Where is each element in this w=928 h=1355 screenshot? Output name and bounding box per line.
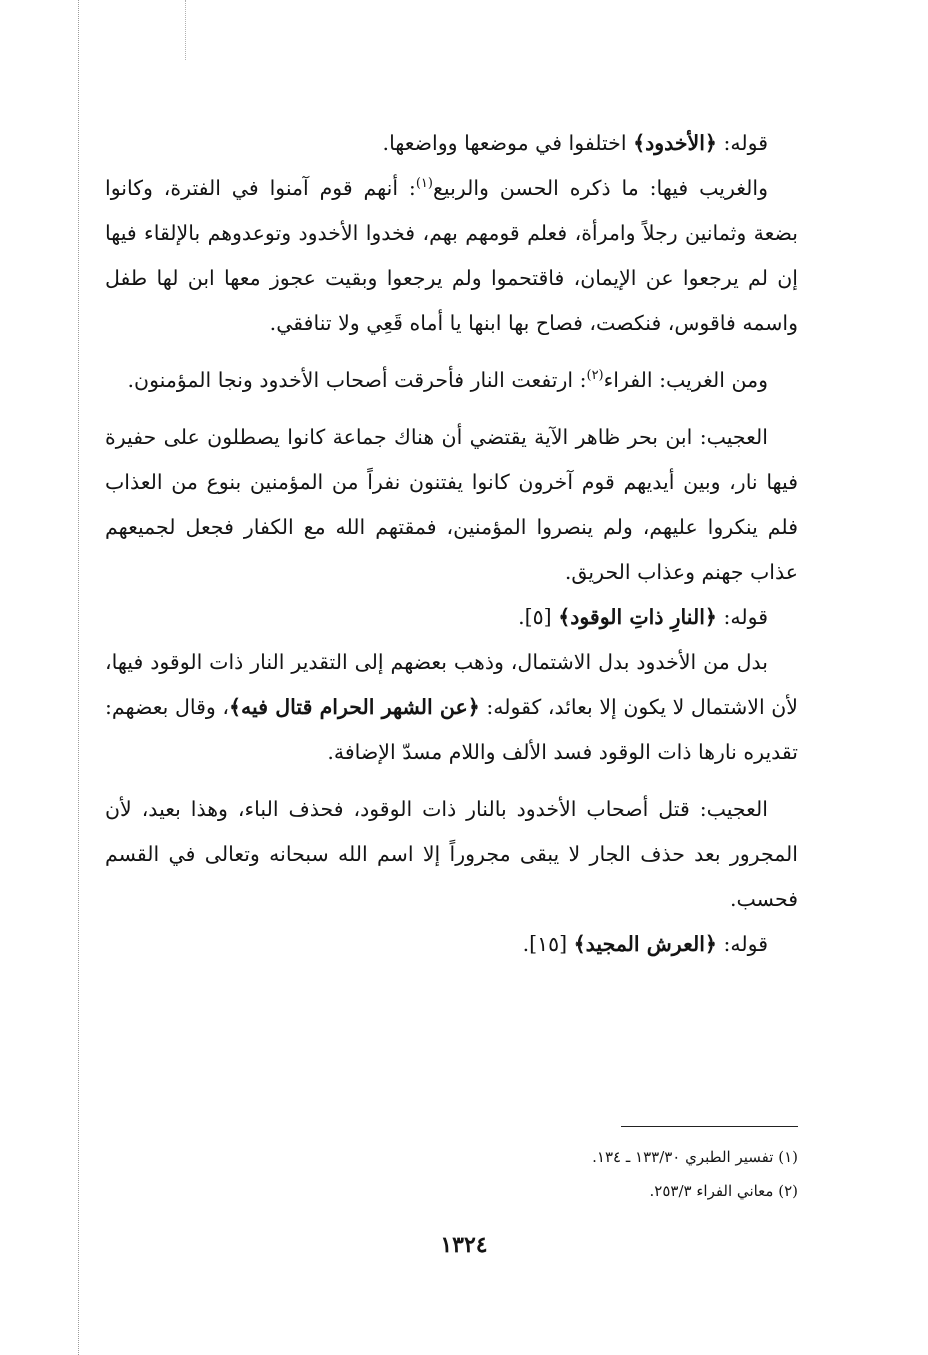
page-edge-top bbox=[185, 0, 186, 60]
page-number: ١٣٢٤ bbox=[440, 1232, 488, 1258]
paragraph-text: : أنهم قوم آمنوا في الفترة، وكانوا بضعة وثمانين رجلاً وامرأة، فعلم قومهم بهم، فخدوا الأخدود وتوعدوهم بالإلقاء فيها إن لم يرجعوا عن الإيمان، فاقتحموا ولم يرجعوا وبقيت عجوز معها ابن لها طفل واسمه فاقوس، فنكصت، فصاح بها ابنها يا أماه قَعِي ولا تنافقي. bbox=[105, 176, 798, 335]
quran-quote: ﴿النارِ ذاتِ الوقود﴾ bbox=[558, 605, 717, 629]
footnote-2: (٢) معاني الفراء ٢٥٣/٣. bbox=[649, 1182, 798, 1200]
paragraph-text: [١٥]. bbox=[522, 932, 574, 956]
paragraph-4 bbox=[105, 415, 798, 595]
paragraph-8 bbox=[105, 922, 798, 967]
footnote-ref: (٢) bbox=[586, 368, 604, 384]
paragraph-7 bbox=[105, 787, 798, 922]
paragraph-6 bbox=[105, 640, 798, 775]
quran-quote: ﴿الأخدود﴾ bbox=[633, 131, 717, 155]
footnote-ref: (١) bbox=[415, 176, 433, 192]
paragraph-3 bbox=[105, 358, 798, 403]
paragraph-2 bbox=[105, 166, 798, 346]
paragraph-text: بدل من الأخدود بدل الاشتمال، وذهب بعضهم إلى التقدير النار ذات الوقود فيها، لأن الاشتمال لا يكون إلا بعائد، كقوله: bbox=[105, 650, 799, 719]
paragraph-text: قوله: bbox=[716, 605, 768, 629]
paragraph-1 bbox=[105, 121, 798, 166]
quran-quote: ﴿عن الشهر الحرام قتال فيه﴾ bbox=[229, 695, 480, 719]
paragraph-text: : ارتفعت النار فأحرقت أصحاب الأخدود ونجا المؤمنون. bbox=[127, 368, 587, 392]
paragraph-text: قوله: bbox=[716, 131, 768, 155]
quran-quote: ﴿العرش المجيد﴾ bbox=[573, 932, 717, 956]
main-text bbox=[105, 121, 798, 967]
paragraph-text: ، وقال بعضهم: تقديره نارها ذات الوقود فسد الألف واللام مسدّ الإضافة. bbox=[105, 695, 798, 764]
paragraph-5 bbox=[105, 595, 798, 640]
paragraph-text: ومن الغريب: الفراء bbox=[603, 368, 768, 392]
footnotes bbox=[400, 1140, 798, 1208]
page-edge-left bbox=[78, 0, 79, 1355]
footnote-1: (١) تفسير الطبري ١٣٣/٣٠ ـ ١٣٤. bbox=[592, 1148, 798, 1166]
paragraph-text: والغريب فيها: ما ذكره الحسن والربيع bbox=[432, 176, 768, 200]
paragraph-text: العجيب: قتل أصحاب الأخدود بالنار ذات الوقود، فحذف الباء، وهذا بعيد، لأن المجرور بعد حذف الجار لا يبقى مجروراً إلا اسم الله سبحانه وتعالى في القسم فحسب. bbox=[105, 797, 798, 911]
paragraph-text: العجيب: ابن بحر ظاهر الآية يقتضي أن هناك جماعة كانوا يصطلون على حفيرة فيها نار، وبين أيديهم قوم آخرون كانوا يفتنون نفراً من المؤمنين بنوع من العذاب فلم ينكروا عليهم، ولم ينصروا المؤمنين، فمقتهم الله مع الكفار فجعل لجميعهم عذاب جهنم وعذاب الحريق. bbox=[105, 425, 798, 584]
paragraph-text: [٥]. bbox=[518, 605, 559, 629]
footnote-divider bbox=[621, 1126, 798, 1127]
paragraph-text: قوله: bbox=[716, 932, 768, 956]
paragraph-text: اختلفوا في موضعها وواضعها. bbox=[382, 131, 634, 155]
